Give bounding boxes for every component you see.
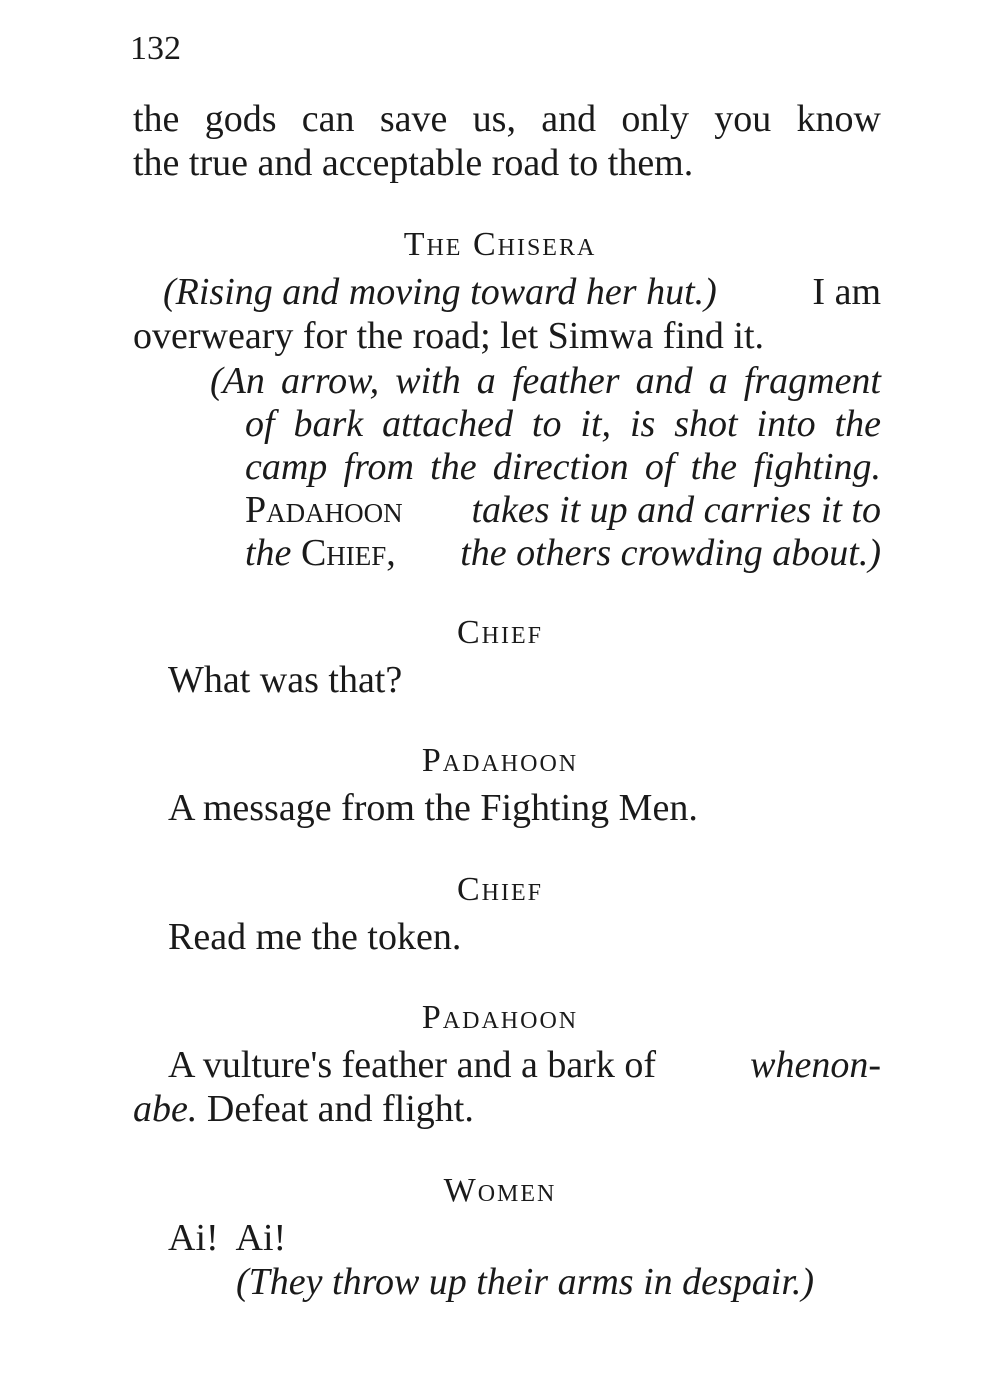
- dialogue-italic-word: abe.: [133, 1088, 198, 1130]
- speaker-name: The Chisera: [403, 226, 597, 263]
- stage-direction-line: (They throw up their arms in despair.): [236, 1261, 815, 1303]
- speaker-name: Chief: [456, 871, 543, 908]
- stage-direction-line-3: camp from the direction of the fighting.: [245, 446, 881, 488]
- stage-direction: (Rising and moving toward her hut.): [163, 271, 717, 313]
- character-name: Padahoon: [245, 489, 403, 531]
- stage-direction-text: the others crowding about.): [460, 532, 881, 574]
- dialogue-line: A message from the Fighting Men.: [168, 787, 698, 829]
- chisera-line-1: [163, 270, 881, 314]
- stage-direction-line-4: [245, 488, 881, 532]
- dialogue-line: Ai! Ai!: [168, 1217, 287, 1259]
- stage-direction-text: takes it up and carries it to: [471, 489, 881, 531]
- chisera-line-2: overweary for the road; let Simwa find it.: [133, 315, 765, 357]
- speaker-name: Padahoon: [421, 742, 579, 779]
- dialogue-line: What was that?: [168, 659, 403, 701]
- stage-direction-line-1: (An arrow, with a feather and a fragment: [210, 360, 881, 402]
- stage-direction-line-5: [245, 531, 881, 575]
- speaker-name: Chief: [456, 614, 543, 651]
- dialogue-italic-word: whenon-: [750, 1044, 881, 1086]
- dialogue-line: Read me the token.: [168, 916, 462, 958]
- character-name: Chief,: [300, 532, 396, 574]
- stage-direction-line-2: of bark attached to it, is shot into the: [245, 403, 881, 445]
- speaker-name: Padahoon: [421, 999, 579, 1036]
- dialogue-text: I am: [812, 271, 881, 313]
- dialogue-line-2: [133, 1087, 474, 1131]
- dialogue-line-1: [168, 1043, 881, 1087]
- speaker-name: Women: [443, 1172, 557, 1209]
- page-number: 132: [130, 30, 181, 67]
- opening-line-2: the true and acceptable road to them.: [133, 142, 694, 184]
- dialogue-text: Defeat and flight.: [206, 1088, 474, 1130]
- stage-direction-text: the: [245, 532, 292, 574]
- dialogue-text: A vulture's feather and a bark of: [168, 1044, 656, 1086]
- opening-line-1: the gods can save us, and only you know: [133, 98, 881, 140]
